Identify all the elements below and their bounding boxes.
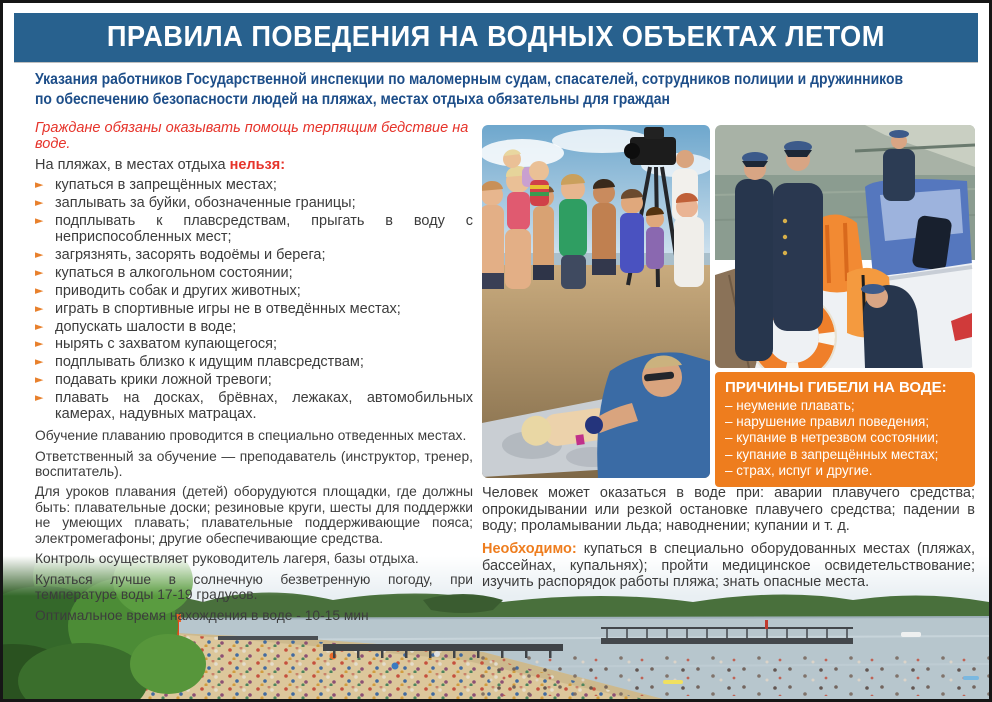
necessary-text: купаться в специально оборудованных местах (пляжах, бассейнах, купальнях); пройти медицинское освидетельствование; изучить распорядок работы пляжа; знать опасные места. <box>482 541 975 591</box>
triangle-bullet-icon: ► <box>35 337 44 351</box>
list-item <box>35 214 473 246</box>
triangle-bullet-icon: ► <box>35 195 44 209</box>
swimmers <box>473 654 989 696</box>
list-item <box>35 320 473 336</box>
list-item-text: подплывать к плавсредствам, прыгать в воду с неприспособленных мест; <box>55 212 473 245</box>
list-item <box>35 284 473 300</box>
causes-item: – неумение плавать; <box>725 398 855 413</box>
triangle-bullet-icon: ► <box>35 319 44 333</box>
causes-item: – купание в запрещённых местах; <box>725 446 939 462</box>
list-item <box>35 248 473 264</box>
list-item-text: подавать крики ложной тревоги; <box>55 372 272 389</box>
subtitle <box>35 70 985 110</box>
list-item-text: купаться в запрещённых местах; <box>55 177 277 193</box>
duty-note: Граждане обязаны оказывать помощь терпящим бедствие на воде. <box>35 120 469 152</box>
photo-cpr-illustration <box>482 125 710 478</box>
photo-officers-illustration <box>715 125 975 368</box>
distant-boat <box>901 632 921 637</box>
forbidden-list <box>35 178 473 423</box>
paragraph: Оптимальное время нахождения в воде - 10-15 мин <box>35 607 369 623</box>
triangle-bullet-icon: ► <box>35 391 44 405</box>
water-risk-paragraph: Человек может оказаться в воде при: аварии плавучего средства; опрокидывании или резкой остановке плавучего средства; падении в воду; проламывании льда; наводнении; купании и т. д. <box>482 485 975 535</box>
list-item <box>35 178 473 194</box>
list-item <box>35 266 473 282</box>
subtitle-line: Указания работников Государственной инспекции по маломерным судам, спасателей, сотрудников полиции и дружинников <box>35 71 904 88</box>
list-item <box>35 196 473 212</box>
triangle-bullet-icon: ► <box>35 283 44 297</box>
list-item-text: допускать шалости в воде; <box>55 318 237 335</box>
list-item <box>35 302 473 318</box>
list-item-text: купаться в алкогольном состоянии; <box>55 264 293 281</box>
page-title: ПРАВИЛА ПОВЕДЕНИЯ НА ВОДНЫХ ОБЪЕКТАХ ЛЕТОМ <box>106 21 886 53</box>
causes-list <box>725 398 965 479</box>
causes-title: ПРИЧИНЫ ГИБЕЛИ НА ВОДЕ: <box>725 379 947 396</box>
paragraph: Обучение плаванию проводится в специально отведенных местах. <box>35 428 467 444</box>
triangle-bullet-icon: ► <box>35 373 44 387</box>
right-text-block <box>482 485 975 597</box>
list-item-text: загрязнять, засорять водоёмы и берега; <box>55 246 326 263</box>
list-item-text: плавать на досках, брёвнах, лежаках, автомобильных камерах, надувных матрацах. <box>55 390 473 423</box>
triangle-bullet-icon: ► <box>35 178 44 191</box>
causes-item: – нарушение правил поведения; <box>725 414 930 430</box>
title-bar <box>14 13 978 62</box>
rules-column <box>35 120 473 628</box>
triangle-bullet-icon: ► <box>35 301 44 315</box>
list-item-text: нырять с захватом купающегося; <box>55 336 278 353</box>
glove <box>585 416 603 434</box>
paragraph: Купаться лучше в солнечную безветренную погоду, при температуре воды 17-19 градусов. <box>35 571 473 603</box>
photo-cpr-training <box>482 125 710 478</box>
triangle-bullet-icon: ► <box>35 247 44 261</box>
causes-box <box>715 372 975 487</box>
forbidden-label: нельзя: <box>229 157 286 173</box>
list-item <box>35 355 473 371</box>
causes-item: – страх, испуг и другие. <box>725 462 873 478</box>
forbidden-intro-text: На пляжах, в местах отдыха <box>35 157 230 173</box>
list-item-text: заплывать за буйки, обозначенные границы; <box>55 194 356 211</box>
person-on-pier <box>765 620 768 629</box>
triangle-bullet-icon: ► <box>35 213 44 227</box>
triangle-bullet-icon: ► <box>35 265 44 279</box>
list-item <box>35 373 473 389</box>
list-item-text: подплывать близко к идущим плавсредствам; <box>55 354 364 371</box>
forbidden-intro <box>35 157 473 173</box>
right-photo-stack <box>715 125 975 487</box>
triangle-bullet-icon: ► <box>35 355 44 369</box>
rules-paragraphs <box>35 428 473 623</box>
necessary-paragraph <box>482 541 975 591</box>
list-item-text: приводить собак и других животных; <box>55 282 301 299</box>
paragraph: Контроль осуществляет руководитель лагеря, базы отдыха. <box>35 551 419 567</box>
subtitle-line: по обеспечению безопасности людей на пляжах, местах отдыха обязательны для граждан <box>35 91 670 109</box>
necessary-label: Необходимо: <box>482 541 577 558</box>
causes-item: – купание в нетрезвом состоянии; <box>725 430 939 446</box>
photo-rescue-officers <box>715 125 975 368</box>
paragraph: Ответственный за обучение — преподаватель (инструктор, тренер, воспитатель). <box>35 448 473 479</box>
list-item <box>35 391 473 423</box>
list-item-text: играть в спортивные игры не в отведённых местах; <box>55 300 401 317</box>
outboard-motor <box>912 215 953 271</box>
list-item <box>35 337 473 353</box>
paragraph: Для уроков плавания (детей) оборудуются площадки, где должны быть: плавательные доски; резиновые круги, шесты для поддержки не умеющих плавать; плавательные поддерживающие пояса; электромегафоны; другие обеспечивающие средства. <box>35 484 473 546</box>
